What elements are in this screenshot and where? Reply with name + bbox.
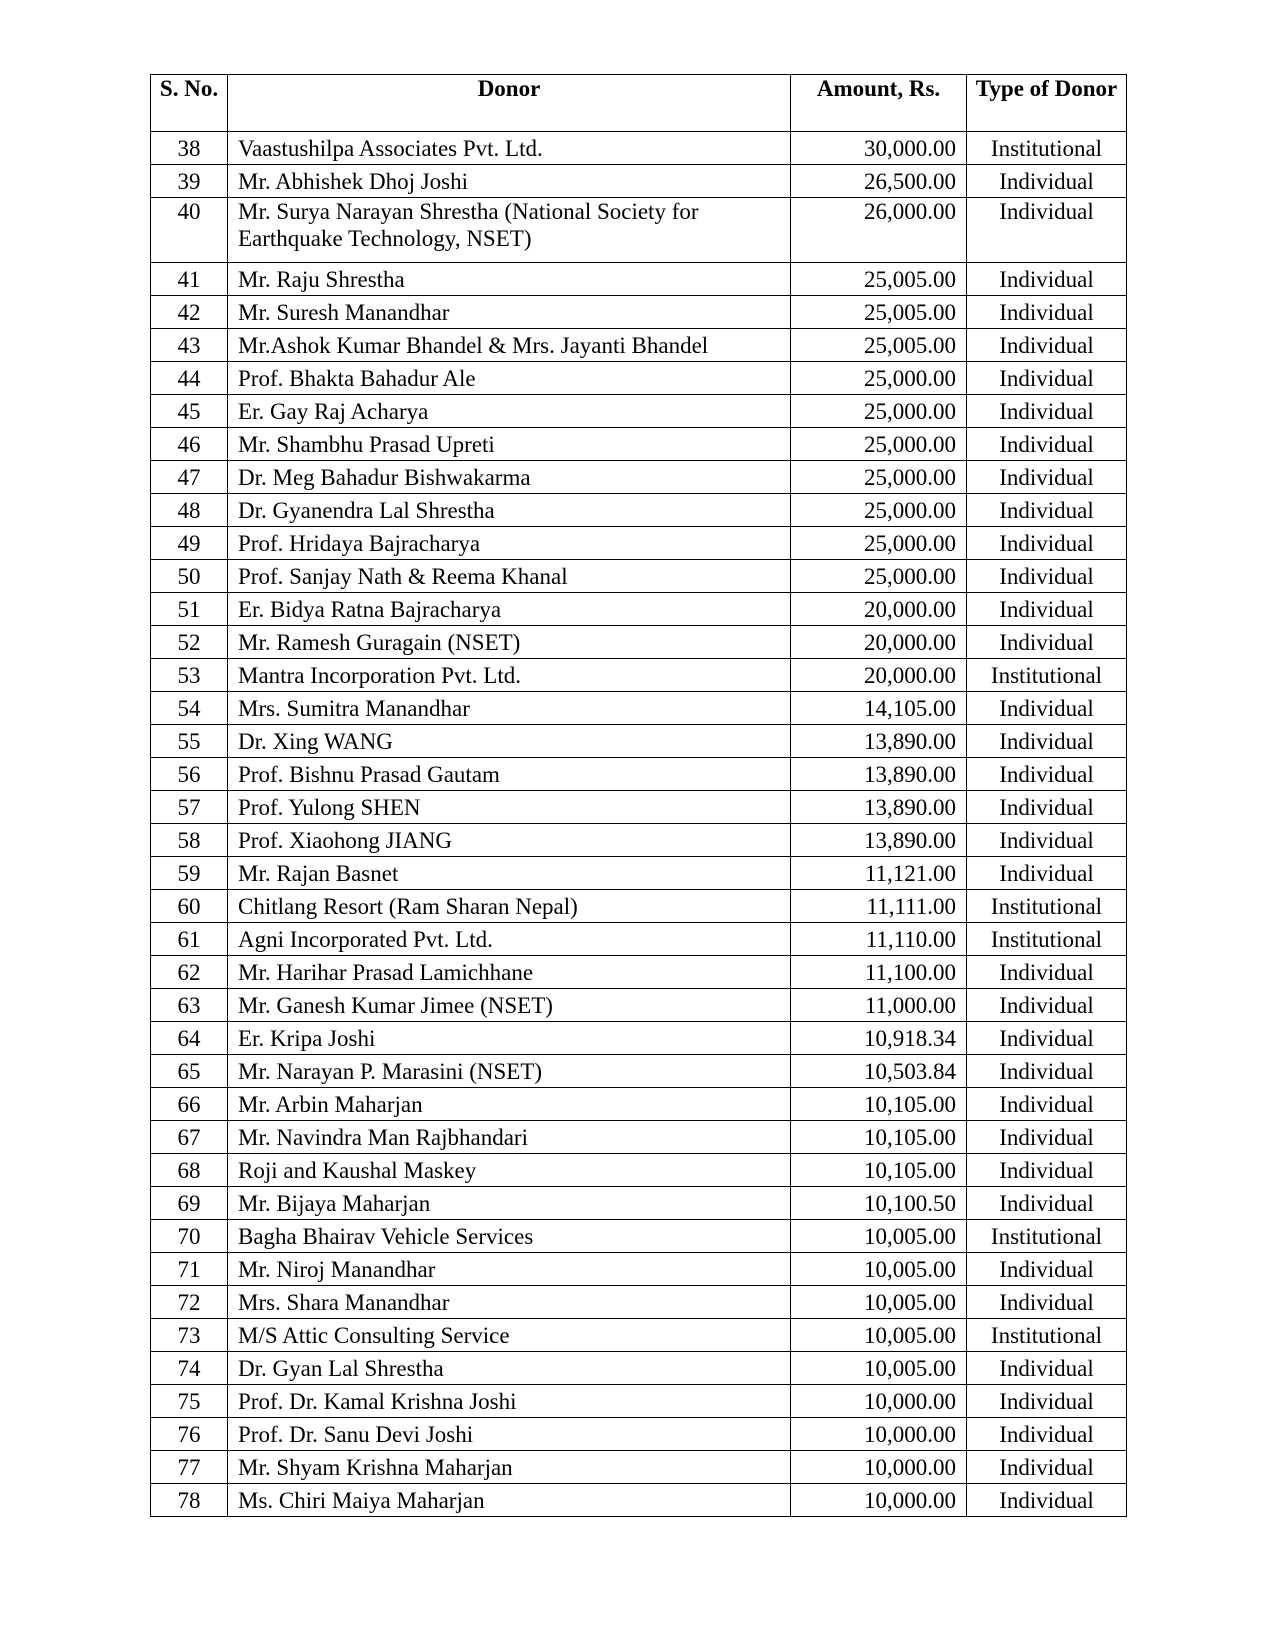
cell-sno: 62 bbox=[151, 956, 228, 989]
cell-donor: Mr. Ganesh Kumar Jimee (NSET) bbox=[228, 989, 791, 1022]
cell-donor: Dr. Xing WANG bbox=[228, 725, 791, 758]
cell-sno: 49 bbox=[151, 527, 228, 560]
cell-donor: Mr.Ashok Kumar Bhandel & Mrs. Jayanti Bhandel bbox=[228, 329, 791, 362]
cell-donor: Bagha Bhairav Vehicle Services bbox=[228, 1220, 791, 1253]
cell-amount: 25,000.00 bbox=[791, 560, 967, 593]
table-row bbox=[151, 989, 1127, 1022]
cell-amount: 20,000.00 bbox=[791, 626, 967, 659]
donor-table bbox=[150, 74, 1127, 1517]
table-header bbox=[151, 75, 1127, 132]
cell-amount: 25,000.00 bbox=[791, 461, 967, 494]
cell-type: Individual bbox=[967, 494, 1127, 527]
cell-sno: 54 bbox=[151, 692, 228, 725]
cell-sno: 66 bbox=[151, 1088, 228, 1121]
cell-type: Individual bbox=[967, 560, 1127, 593]
table-row bbox=[151, 692, 1127, 725]
table-row bbox=[151, 1055, 1127, 1088]
cell-sno: 74 bbox=[151, 1352, 228, 1385]
cell-donor: Mr. Surya Narayan Shrestha (National Society for Earthquake Technology, NSET) bbox=[228, 198, 791, 263]
table-row bbox=[151, 758, 1127, 791]
cell-type: Individual bbox=[967, 1121, 1127, 1154]
table-row bbox=[151, 956, 1127, 989]
table-row bbox=[151, 560, 1127, 593]
table-row bbox=[151, 791, 1127, 824]
cell-amount: 13,890.00 bbox=[791, 758, 967, 791]
table-row bbox=[151, 1121, 1127, 1154]
cell-amount: 11,121.00 bbox=[791, 857, 967, 890]
cell-donor: Prof. Yulong SHEN bbox=[228, 791, 791, 824]
cell-sno: 45 bbox=[151, 395, 228, 428]
cell-donor: Mr. Harihar Prasad Lamichhane bbox=[228, 956, 791, 989]
cell-type: Individual bbox=[967, 1352, 1127, 1385]
cell-amount: 26,500.00 bbox=[791, 165, 967, 198]
cell-sno: 75 bbox=[151, 1385, 228, 1418]
cell-donor: Agni Incorporated Pvt. Ltd. bbox=[228, 923, 791, 956]
cell-sno: 72 bbox=[151, 1286, 228, 1319]
cell-sno: 47 bbox=[151, 461, 228, 494]
cell-amount: 10,000.00 bbox=[791, 1385, 967, 1418]
cell-donor: Dr. Gyanendra Lal Shrestha bbox=[228, 494, 791, 527]
cell-type: Individual bbox=[967, 263, 1127, 296]
table-row bbox=[151, 1385, 1127, 1418]
cell-sno: 67 bbox=[151, 1121, 228, 1154]
cell-type: Individual bbox=[967, 165, 1127, 198]
cell-sno: 50 bbox=[151, 560, 228, 593]
cell-amount: 10,005.00 bbox=[791, 1253, 967, 1286]
cell-sno: 55 bbox=[151, 725, 228, 758]
cell-amount: 25,005.00 bbox=[791, 263, 967, 296]
cell-sno: 71 bbox=[151, 1253, 228, 1286]
cell-donor: Er. Bidya Ratna Bajracharya bbox=[228, 593, 791, 626]
cell-type: Individual bbox=[967, 1055, 1127, 1088]
cell-sno: 58 bbox=[151, 824, 228, 857]
cell-sno: 38 bbox=[151, 132, 228, 165]
table-row bbox=[151, 362, 1127, 395]
cell-sno: 68 bbox=[151, 1154, 228, 1187]
cell-amount: 10,005.00 bbox=[791, 1319, 967, 1352]
cell-donor: Mr. Bijaya Maharjan bbox=[228, 1187, 791, 1220]
table-row bbox=[151, 593, 1127, 626]
table-row bbox=[151, 1088, 1127, 1121]
table-row bbox=[151, 165, 1127, 198]
cell-sno: 44 bbox=[151, 362, 228, 395]
cell-amount: 10,000.00 bbox=[791, 1451, 967, 1484]
cell-donor: Prof. Hridaya Bajracharya bbox=[228, 527, 791, 560]
cell-type: Individual bbox=[967, 956, 1127, 989]
table-row bbox=[151, 1451, 1127, 1484]
cell-type: Individual bbox=[967, 428, 1127, 461]
table-row bbox=[151, 296, 1127, 329]
cell-donor: Mr. Shambhu Prasad Upreti bbox=[228, 428, 791, 461]
cell-type: Individual bbox=[967, 527, 1127, 560]
cell-type: Individual bbox=[967, 1253, 1127, 1286]
cell-amount: 25,000.00 bbox=[791, 395, 967, 428]
cell-sno: 76 bbox=[151, 1418, 228, 1451]
cell-sno: 52 bbox=[151, 626, 228, 659]
cell-amount: 20,000.00 bbox=[791, 593, 967, 626]
cell-amount: 26,000.00 bbox=[791, 198, 967, 263]
cell-amount: 25,000.00 bbox=[791, 362, 967, 395]
table-row bbox=[151, 494, 1127, 527]
cell-amount: 10,100.50 bbox=[791, 1187, 967, 1220]
cell-sno: 77 bbox=[151, 1451, 228, 1484]
cell-amount: 10,005.00 bbox=[791, 1286, 967, 1319]
document-page bbox=[150, 74, 1126, 1517]
cell-donor: Ms. Chiri Maiya Maharjan bbox=[228, 1484, 791, 1517]
cell-amount: 13,890.00 bbox=[791, 791, 967, 824]
table-row bbox=[151, 461, 1127, 494]
cell-type: Individual bbox=[967, 362, 1127, 395]
table-row bbox=[151, 527, 1127, 560]
cell-type: Individual bbox=[967, 692, 1127, 725]
cell-type: Individual bbox=[967, 1385, 1127, 1418]
table-row bbox=[151, 1154, 1127, 1187]
table-row bbox=[151, 428, 1127, 461]
cell-amount: 10,000.00 bbox=[791, 1484, 967, 1517]
cell-donor: Mr. Ramesh Guragain (NSET) bbox=[228, 626, 791, 659]
cell-type: Individual bbox=[967, 1451, 1127, 1484]
header-type: Type of Donor bbox=[967, 75, 1127, 132]
table-row bbox=[151, 1418, 1127, 1451]
cell-type: Individual bbox=[967, 791, 1127, 824]
cell-donor: Prof. Dr. Kamal Krishna Joshi bbox=[228, 1385, 791, 1418]
cell-sno: 60 bbox=[151, 890, 228, 923]
cell-donor: Prof. Xiaohong JIANG bbox=[228, 824, 791, 857]
table-row bbox=[151, 1352, 1127, 1385]
cell-sno: 46 bbox=[151, 428, 228, 461]
cell-sno: 65 bbox=[151, 1055, 228, 1088]
cell-donor: Prof. Dr. Sanu Devi Joshi bbox=[228, 1418, 791, 1451]
table-row bbox=[151, 1319, 1127, 1352]
cell-donor: Dr. Meg Bahadur Bishwakarma bbox=[228, 461, 791, 494]
cell-amount: 25,005.00 bbox=[791, 296, 967, 329]
cell-sno: 48 bbox=[151, 494, 228, 527]
cell-donor: Mr. Arbin Maharjan bbox=[228, 1088, 791, 1121]
cell-amount: 13,890.00 bbox=[791, 725, 967, 758]
table-row bbox=[151, 1022, 1127, 1055]
cell-type: Individual bbox=[967, 857, 1127, 890]
cell-donor: M/S Attic Consulting Service bbox=[228, 1319, 791, 1352]
table-row bbox=[151, 395, 1127, 428]
cell-sno: 59 bbox=[151, 857, 228, 890]
cell-sno: 40 bbox=[151, 198, 228, 263]
cell-sno: 43 bbox=[151, 329, 228, 362]
cell-donor: Prof. Bhakta Bahadur Ale bbox=[228, 362, 791, 395]
cell-type: Individual bbox=[967, 824, 1127, 857]
table-row bbox=[151, 1253, 1127, 1286]
cell-donor: Prof. Sanjay Nath & Reema Khanal bbox=[228, 560, 791, 593]
cell-donor: Mr. Abhishek Dhoj Joshi bbox=[228, 165, 791, 198]
cell-type: Institutional bbox=[967, 1319, 1127, 1352]
cell-donor: Er. Gay Raj Acharya bbox=[228, 395, 791, 428]
cell-type: Individual bbox=[967, 1154, 1127, 1187]
cell-type: Individual bbox=[967, 1286, 1127, 1319]
cell-donor: Mr. Suresh Manandhar bbox=[228, 296, 791, 329]
cell-amount: 30,000.00 bbox=[791, 132, 967, 165]
cell-amount: 25,005.00 bbox=[791, 329, 967, 362]
cell-type: Individual bbox=[967, 1484, 1127, 1517]
cell-donor: Mr. Narayan P. Marasini (NSET) bbox=[228, 1055, 791, 1088]
table-row bbox=[151, 857, 1127, 890]
cell-sno: 70 bbox=[151, 1220, 228, 1253]
table-body bbox=[151, 132, 1127, 1517]
cell-type: Institutional bbox=[967, 923, 1127, 956]
cell-sno: 64 bbox=[151, 1022, 228, 1055]
cell-sno: 41 bbox=[151, 263, 228, 296]
cell-donor: Mrs. Sumitra Manandhar bbox=[228, 692, 791, 725]
cell-donor: Chitlang Resort (Ram Sharan Nepal) bbox=[228, 890, 791, 923]
cell-donor: Mr. Rajan Basnet bbox=[228, 857, 791, 890]
table-row bbox=[151, 1286, 1127, 1319]
table-row bbox=[151, 132, 1127, 165]
cell-amount: 10,005.00 bbox=[791, 1352, 967, 1385]
cell-sno: 73 bbox=[151, 1319, 228, 1352]
cell-type: Institutional bbox=[967, 890, 1127, 923]
cell-amount: 20,000.00 bbox=[791, 659, 967, 692]
table-row bbox=[151, 1484, 1127, 1517]
table-row bbox=[151, 263, 1127, 296]
cell-type: Individual bbox=[967, 989, 1127, 1022]
cell-amount: 10,503.84 bbox=[791, 1055, 967, 1088]
cell-type: Individual bbox=[967, 626, 1127, 659]
cell-donor: Mr. Shyam Krishna Maharjan bbox=[228, 1451, 791, 1484]
cell-amount: 11,100.00 bbox=[791, 956, 967, 989]
cell-type: Individual bbox=[967, 198, 1127, 263]
cell-donor: Er. Kripa Joshi bbox=[228, 1022, 791, 1055]
cell-type: Individual bbox=[967, 329, 1127, 362]
cell-sno: 39 bbox=[151, 165, 228, 198]
cell-sno: 57 bbox=[151, 791, 228, 824]
table-row bbox=[151, 890, 1127, 923]
cell-amount: 11,111.00 bbox=[791, 890, 967, 923]
cell-amount: 10,105.00 bbox=[791, 1088, 967, 1121]
cell-donor: Vaastushilpa Associates Pvt. Ltd. bbox=[228, 132, 791, 165]
header-amount: Amount, Rs. bbox=[791, 75, 967, 132]
cell-sno: 53 bbox=[151, 659, 228, 692]
table-row bbox=[151, 1187, 1127, 1220]
cell-sno: 51 bbox=[151, 593, 228, 626]
cell-donor: Mantra Incorporation Pvt. Ltd. bbox=[228, 659, 791, 692]
cell-donor: Mr. Niroj Manandhar bbox=[228, 1253, 791, 1286]
cell-amount: 25,000.00 bbox=[791, 494, 967, 527]
table-row bbox=[151, 329, 1127, 362]
cell-sno: 61 bbox=[151, 923, 228, 956]
cell-amount: 14,105.00 bbox=[791, 692, 967, 725]
cell-donor: Mr. Navindra Man Rajbhandari bbox=[228, 1121, 791, 1154]
cell-type: Individual bbox=[967, 296, 1127, 329]
cell-donor: Dr. Gyan Lal Shrestha bbox=[228, 1352, 791, 1385]
cell-type: Individual bbox=[967, 395, 1127, 428]
cell-amount: 10,918.34 bbox=[791, 1022, 967, 1055]
cell-donor: Prof. Bishnu Prasad Gautam bbox=[228, 758, 791, 791]
cell-amount: 10,000.00 bbox=[791, 1418, 967, 1451]
header-row bbox=[151, 75, 1127, 132]
cell-type: Individual bbox=[967, 1418, 1127, 1451]
cell-amount: 10,105.00 bbox=[791, 1154, 967, 1187]
cell-sno: 78 bbox=[151, 1484, 228, 1517]
cell-type: Individual bbox=[967, 593, 1127, 626]
cell-type: Individual bbox=[967, 1022, 1127, 1055]
table-row bbox=[151, 659, 1127, 692]
cell-sno: 63 bbox=[151, 989, 228, 1022]
cell-sno: 56 bbox=[151, 758, 228, 791]
cell-amount: 13,890.00 bbox=[791, 824, 967, 857]
cell-type: Individual bbox=[967, 1187, 1127, 1220]
cell-type: Individual bbox=[967, 461, 1127, 494]
cell-donor: Roji and Kaushal Maskey bbox=[228, 1154, 791, 1187]
cell-sno: 42 bbox=[151, 296, 228, 329]
table-row bbox=[151, 725, 1127, 758]
cell-type: Institutional bbox=[967, 132, 1127, 165]
cell-type: Individual bbox=[967, 725, 1127, 758]
cell-amount: 11,110.00 bbox=[791, 923, 967, 956]
cell-amount: 25,000.00 bbox=[791, 428, 967, 461]
table-row bbox=[151, 1220, 1127, 1253]
cell-donor: Mr. Raju Shrestha bbox=[228, 263, 791, 296]
header-donor: Donor bbox=[228, 75, 791, 132]
cell-type: Institutional bbox=[967, 1220, 1127, 1253]
table-row bbox=[151, 923, 1127, 956]
cell-amount: 10,105.00 bbox=[791, 1121, 967, 1154]
cell-type: Individual bbox=[967, 758, 1127, 791]
cell-type: Institutional bbox=[967, 659, 1127, 692]
cell-amount: 11,000.00 bbox=[791, 989, 967, 1022]
table-row bbox=[151, 626, 1127, 659]
table-row bbox=[151, 198, 1127, 263]
cell-sno: 69 bbox=[151, 1187, 228, 1220]
cell-type: Individual bbox=[967, 1088, 1127, 1121]
cell-amount: 25,000.00 bbox=[791, 527, 967, 560]
header-sno: S. No. bbox=[151, 75, 228, 132]
cell-amount: 10,005.00 bbox=[791, 1220, 967, 1253]
cell-donor: Mrs. Shara Manandhar bbox=[228, 1286, 791, 1319]
table-row bbox=[151, 824, 1127, 857]
